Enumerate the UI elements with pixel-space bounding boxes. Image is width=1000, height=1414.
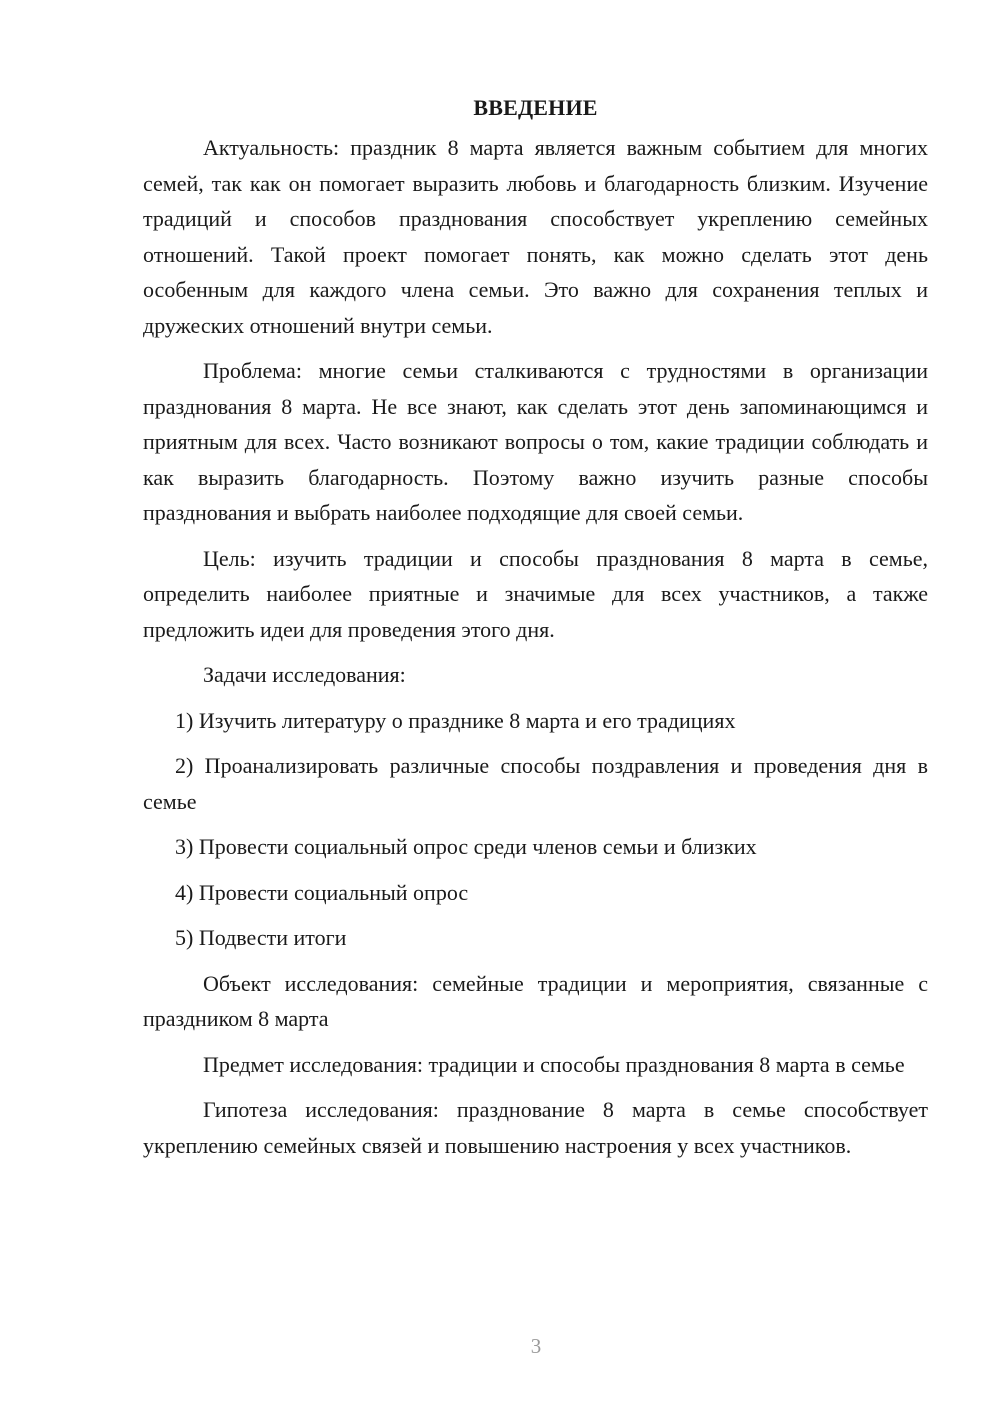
task-item-4: 4) Провести социальный опрос bbox=[175, 879, 469, 905]
problem-paragraph: Проблема: многие семьи сталкиваются с трудностями в организации празднования 8 марта. Не все знают, как сделать этот день запоминающимся и приятным для всех. Часто возникают вопросы о том, какие традиции соблюдать и как выразить благодарность. Поэтому важно изучить разные способы празднования и выбрать наиболее подходящие для своей семьи. bbox=[143, 358, 928, 525]
task-item-5: 5) Подвести итоги bbox=[175, 925, 347, 950]
page-title: ВВЕДЕНИЕ bbox=[473, 95, 598, 120]
page-content bbox=[143, 90, 928, 1173]
task-item-3: 3) Провести социальный опрос среди членов семьи и близких bbox=[175, 834, 757, 859]
hypothesis-paragraph: Гипотеза исследования: празднование 8 марта в семье способствует укреплению семейных связей и повышению настроения у всех участников. bbox=[143, 1097, 928, 1158]
subject-paragraph: Предмет исследования: традиции и способы празднования 8 марта в семье bbox=[203, 1051, 905, 1077]
relevance-paragraph: Актуальность: праздник 8 марта является важным событием для многих семей, так как он помогает выразить любовь и благодарность близким. Изучение традиций и способов празднования способствует укреплению семейных отношений. Такой проект помогает понять, как можно сделать этот день особенным для каждого члена семьи. Это важно для сохранения теплых и дружеских отношений внутри семьи. bbox=[143, 135, 928, 338]
task-item-2: 2) Проанализировать различные способы поздравления и проведения дня в семье bbox=[143, 753, 928, 814]
tasks-heading: Задачи исследования: bbox=[203, 662, 406, 687]
task-item-1: 1) Изучить литературу о празднике 8 марта и его традициях bbox=[175, 707, 736, 733]
goal-paragraph: Цель: изучить традиции и способы празднования 8 марта в семье, определить наиболее приятные и значимые для всех участников, а также предложить идеи для проведения этого дня. bbox=[143, 545, 928, 642]
page-number: 3 bbox=[530, 1334, 542, 1358]
object-paragraph: Объект исследования: семейные традиции и мероприятия, связанные с праздником 8 марта bbox=[143, 970, 928, 1031]
